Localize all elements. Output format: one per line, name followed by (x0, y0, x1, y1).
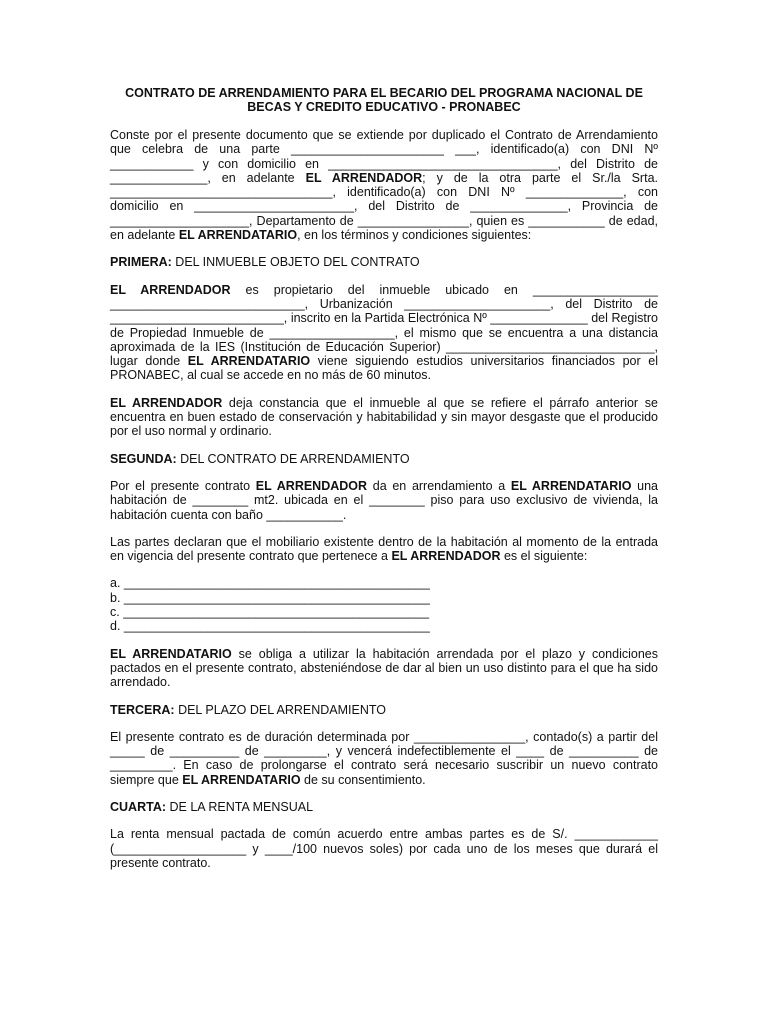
segunda-paragraph-1 (110, 479, 658, 522)
primera-p1-text-1: es propietario del inmueble ubicado en __________________ ____________________________, Urbanización _____________________, del Distrito de _________________________, inscrito en la Partida Electrónica Nº ______________ del Registro de Propiedad Inmueble de __________________, el mismo que se encuentra a una distancia aproximada de la IES (Institución de Educación Superior) ______________________________, lugar donde (110, 282, 658, 369)
intro-arrendatario: EL ARRENDATARIO (178, 228, 298, 243)
document-body (110, 128, 658, 883)
document-title (110, 86, 658, 114)
segunda-p1-text-1: Por el presente contrato (110, 478, 256, 493)
intro-text-1: Conste por el presente documento que se extiende por duplicado el Contrato de Arrendamiento que celebra de una parte ______________________ ___, identificado(a) con DNI Nº ____________ y con domicilio en _________________________________, del Distrito de ______________, en adelante (110, 128, 658, 185)
primera-heading-text: DEL INMUEBLE OBJETO DEL CONTRATO (171, 255, 420, 270)
tercera-p1-bold-1: EL ARRENDATARIO (182, 772, 301, 787)
intro-text-3: , en los términos y condiciones siguientes: (297, 228, 532, 243)
primera-p1-bold-1: EL ARRENDADOR (110, 282, 231, 297)
tercera-p1-text-2: de su consentimiento. (300, 772, 426, 787)
cuarta-heading (110, 800, 658, 814)
tercera-p1-text-1: El presente contrato es de duración determinada por ________________, contado(s) a partir del _____ de __________ de _________, y vencerá indefectiblemente el ____ de __________ de _________. En caso de prolongarse el contrato será necesario suscribir un nuevo contrato siempre que (110, 729, 658, 787)
title-line-1: CONTRATO DE ARRENDAMIENTO PARA EL BECARIO DEL PROGRAMA NACIONAL DE (125, 86, 643, 100)
intro-text-2: ; y de la otra parte el Sr./la Srta. ________________________________, identificado(a) con DNI Nº ______________, con domicilio en _______________________, del Distrito de ______________, Provincia de ____________________, Departamento de ________________, quien es ___________ de edad, en adelante (110, 170, 658, 243)
segunda-p2-bold-1: EL ARRENDADOR (391, 549, 501, 564)
intro-arrendador: EL ARRENDADOR (305, 170, 423, 185)
tercera-heading-label: TERCERA: (110, 702, 175, 717)
primera-heading-label: PRIMERA: (110, 255, 172, 270)
cuarta-heading-text: DE LA RENTA MENSUAL (166, 799, 314, 814)
primera-heading (110, 255, 658, 269)
primera-p2-bold-1: EL ARRENDADOR (110, 395, 223, 410)
primera-paragraph-1 (110, 283, 658, 383)
title-line-2: BECAS Y CREDITO EDUCATIVO - PRONABEC (247, 100, 521, 114)
segunda-p1-text-2: da en arrendamiento a (367, 478, 511, 493)
list-item: a. ____________________________________________ (110, 576, 430, 591)
segunda-p1-text-3: una habitación de ________ mt2. ubicada en el ________ piso para uso exclusivo de vivienda, la habitación cuenta con baño ___________. (110, 478, 658, 522)
tercera-heading (110, 703, 658, 717)
segunda-paragraph-2 (110, 535, 658, 564)
tercera-heading-text: DEL PLAZO DEL ARRENDAMIENTO (174, 702, 386, 717)
list-item: b. ____________________________________________ (110, 590, 430, 605)
primera-p2-text-1: deja constancia que el inmueble al que se refiere el párrafo anterior se encuentra en buen estado de conservación y habitabilidad y sin mayor desgaste que el producido por el uso normal y ordinario. (110, 395, 658, 439)
primera-p1-bold-2: EL ARRENDATARIO (187, 354, 311, 369)
primera-paragraph-2 (110, 396, 658, 439)
segunda-p2-text-2: es el siguiente: (500, 549, 588, 564)
cuarta-paragraph-1 (110, 827, 658, 870)
cuarta-heading-label: CUARTA: (110, 799, 167, 814)
segunda-p1-bold-1: EL ARRENDADOR (255, 478, 368, 493)
segunda-paragraph-3 (110, 647, 658, 690)
segunda-heading (110, 452, 658, 466)
intro-paragraph (110, 128, 658, 242)
list-item: c. ____________________________________________ (110, 605, 430, 620)
segunda-p1-bold-2: EL ARRENDATARIO (510, 478, 632, 493)
segunda-heading-label: SEGUNDA: (110, 451, 177, 466)
primera-p1-text-2: viene siguiendo estudios universitarios financiados por el PRONABEC, al cual se accede en no más de 60 minutos. (110, 354, 658, 383)
segunda-heading-text: DEL CONTRATO DE ARRENDAMIENTO (176, 451, 410, 466)
list-item: d. ____________________________________________ (110, 619, 430, 634)
cuarta-p1-text-1: La renta mensual pactada de común acuerdo entre ambas partes es de S/. ____________ (___________________ y ____/100 nuevos soles) por cada uno de los meses que durará el presente contrato. (110, 827, 658, 870)
segunda-p2-text-1: Las partes declaran que el mobiliario existente dentro de la habitación al momento de la entrada en vigencia del presente contrato que pertenece a (110, 534, 658, 564)
tercera-paragraph-1 (110, 730, 658, 787)
segunda-p3-text-1: se obliga a utilizar la habitación arrendada por el plazo y condiciones pactados en el presente contrato, absteniéndose de dar al bien un uso distinto para el que ha sido arrendado. (110, 646, 658, 690)
segunda-p3-bold-1: EL ARRENDATARIO (110, 646, 232, 661)
furniture-list (110, 576, 658, 633)
